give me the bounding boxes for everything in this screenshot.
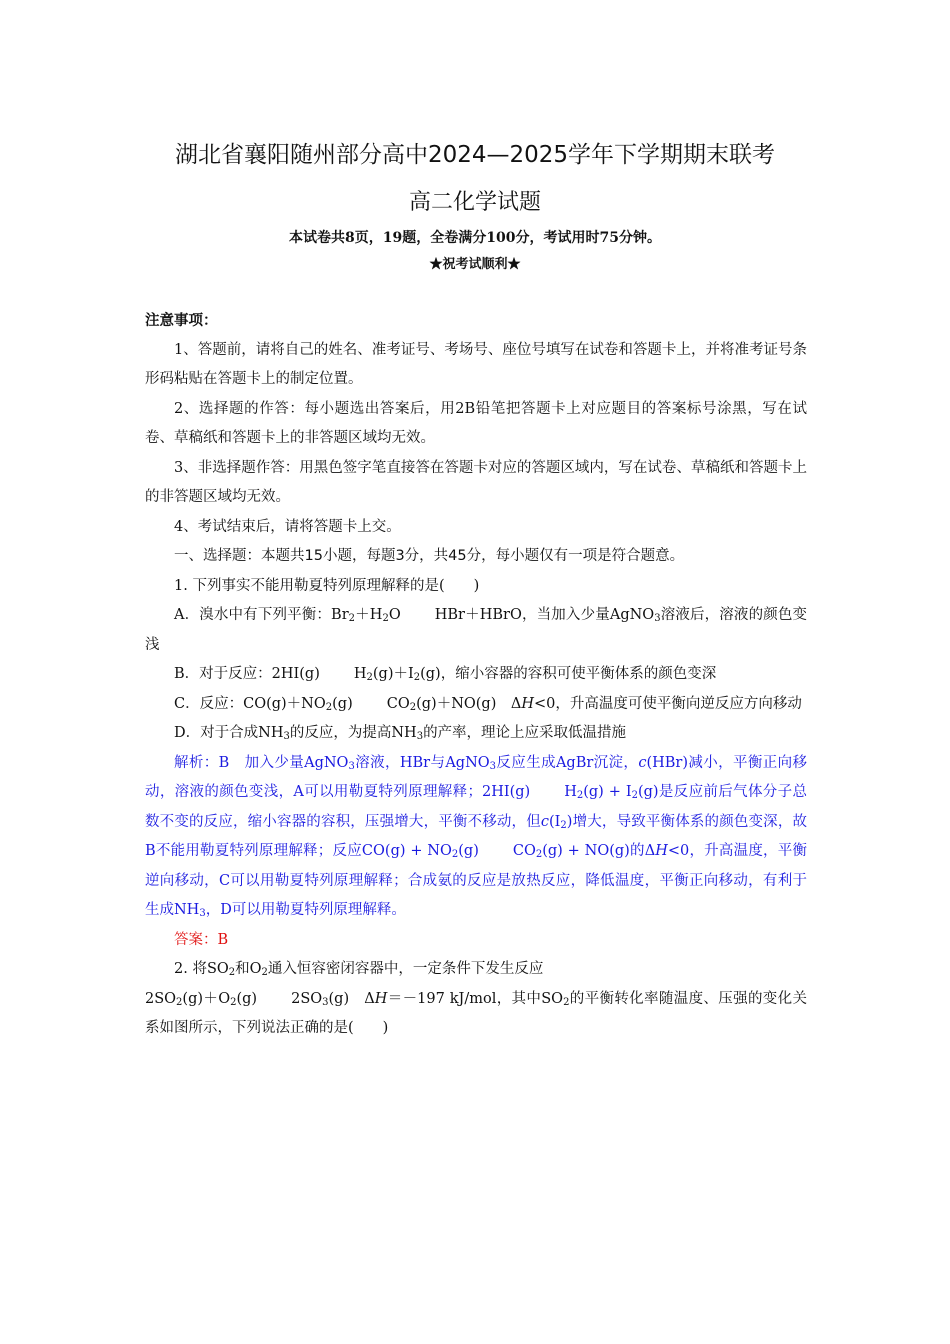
section-label: 一、选择题： [174, 548, 261, 564]
q1-option-b: B．对于反应：2HI(g) $H_2(g)+I_2(g)$，缩小容器的容积可使平衡体系的颜色变深 [174, 666, 717, 683]
notes-heading: 注意事项： [145, 312, 218, 329]
note-item-3: 3、非选择题作答：用黑色签字笔直接答在答题卡对应的答题区域内，写在试卷、草稿纸和答题卡上的非答题区域均无效。 [145, 459, 807, 505]
q1-stem: 1. 下列事实不能用勒夏特列原理解释的是( ) [174, 577, 480, 594]
note-item-4: 4、考试结束后，请将答题卡上交。 [174, 518, 401, 535]
section-desc: 本题共15小题，每题3分，共45分，每小题仅有一项是符合题意。 [261, 548, 685, 564]
q1-option-c: C．反应：$CO(g)+NO_2(g)$ $CO_2(g)+NO(g)$ ΔH<0，升高温度可使平衡向逆反应方向移动 [174, 695, 802, 713]
q1-analysis: 解析：B 加入少量AgNO$_3$溶液，HBr与AgNO$_3$反应生成AgBr沉淀，c(HBr)减小，平衡正向移动，溶液的颜色变浅，A可以用勒夏特列原理解释；2HI(g) $H_2(g) + I_2(g)$是反应前后气体分子总数不变的反应，缩小容器的容积，压强增大，平衡不移动，但$c(I_2)$增大，导致平衡体系的颜色变深，故B不能用勒夏特列原理解释；反应$CO(g) + NO_2(g) CO_2(g) + NO(g)$的ΔH<0，升高温度，平衡逆向移动，C可以用勒夏特列原理解释；合成氨的反应是放热反应，降低温度，平衡正向移动，有利于生成$NH_3$，D可以用勒夏特列原理解释。 [145, 754, 808, 919]
q1-option-a: A．溴水中有下列平衡：$Br_2+H_2O$ HBr＋HBrO，当加入少量AgNO$_3$溶液后，溶液的颜色变浅 [145, 607, 807, 653]
exam-info: 本试卷共8页，19题，全卷满分100分，考试用时75分钟。 [289, 230, 661, 246]
exam-wish: ★祝考试顺利★ [429, 257, 521, 272]
q1-answer: 答案：B [174, 931, 229, 948]
exam-subtitle: 高二化学试题 [408, 190, 541, 215]
exam-content [145, 306, 807, 1044]
q1-option-d: D．对于合成$NH_3$的反应，为提高$NH_3$的产率，理论上应采取低温措施 [174, 725, 627, 742]
section-heading [145, 542, 807, 572]
exam-title: 湖北省襄阳随州部分高中2024—2025学年下学期期末联考 [174, 142, 776, 168]
note-item-2: 2、选择题的作答：每小题选出答案后，用2B铅笔把答题卡上对应题目的答案标号涂黑，写在试卷、草稿纸和答题卡上的非答题区域均无效。 [145, 400, 807, 446]
q2-stem: 2. 将$SO_2$和$O_2$通入恒容密闭容器中，一定条件下发生反应 [174, 961, 544, 978]
note-item-1: 1、答题前，请将自己的姓名、准考证号、考场号、座位号填写在试卷和答题卡上，并将准考证号条形码粘贴在答题卡上的制定位置。 [145, 341, 807, 387]
q2-equation: $2SO_2(g)+O_2(g)$ $2SO_3(g)$ ΔH＝－197 kJ/mol，其中$SO_2$的平衡转化率随温度、压强的变化关系如图所示，下列说法正确的是( ) [145, 990, 807, 1036]
